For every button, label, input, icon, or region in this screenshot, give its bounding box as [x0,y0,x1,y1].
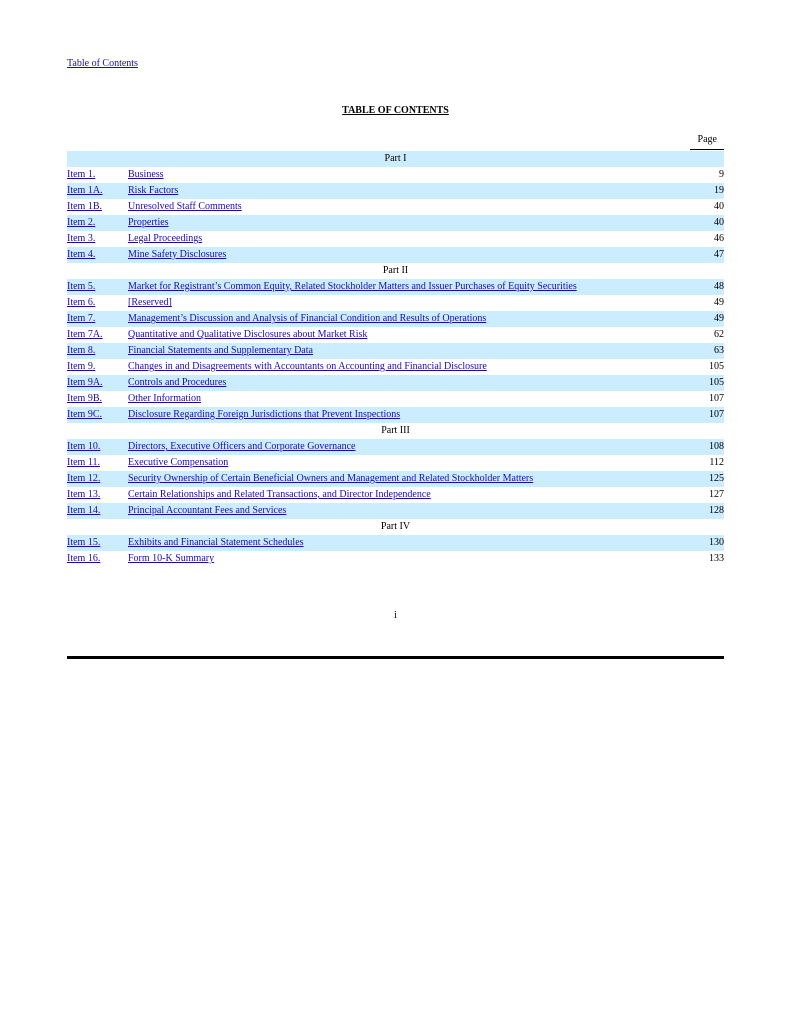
item-title-link[interactable]: Management’s Discussion and Analysis of Financial Condition and Results of Operations [128,313,487,324]
item-number-link[interactable]: Item 9A. [67,377,103,388]
item-number-link[interactable]: Item 9C. [67,409,102,420]
item-page-number: 107 [709,409,724,420]
item-number-link[interactable]: Item 7A. [67,329,103,340]
item-number-link[interactable]: Item 16. [67,553,101,564]
item-page-number: 107 [709,393,724,404]
item-number-link[interactable]: Item 12. [67,473,101,484]
item-page-number: 105 [709,377,724,388]
item-number-link[interactable]: Item 9. [67,361,96,372]
item-title-link[interactable]: Form 10-K Summary [128,553,215,564]
item-page-number: 105 [709,361,724,372]
item-page-number: 128 [709,505,724,516]
part-heading: Part II [382,265,409,276]
item-title-link[interactable]: Exhibits and Financial Statement Schedules [128,537,304,548]
page-column-header [67,134,724,148]
toc-row [67,471,724,487]
item-title-link[interactable]: Directors, Executive Officers and Corporate Governance [128,441,356,452]
item-page-number: 108 [709,441,724,452]
item-page-number: 112 [709,457,724,468]
item-number-link[interactable]: Item 5. [67,281,96,292]
toc-row [67,327,724,343]
item-page-number: 62 [714,329,724,340]
item-page-number: 125 [709,473,724,484]
toc-row [67,551,724,567]
toc-row [67,487,724,503]
item-title-link[interactable]: Properties [128,217,169,228]
page-column-label: Page [697,134,717,145]
toc-row [67,439,724,455]
item-title-link[interactable]: Risk Factors [128,185,179,196]
item-page-number: 49 [714,297,724,308]
item-title-link[interactable]: Quantitative and Qualitative Disclosures about Market Risk [128,329,368,340]
item-number-link[interactable]: Item 14. [67,505,101,516]
item-number-link[interactable]: Item 13. [67,489,101,500]
item-page-number: 49 [714,313,724,324]
item-page-number: 19 [714,185,724,196]
item-number-link[interactable]: Item 7. [67,313,96,324]
item-page-number: 40 [714,201,724,212]
item-title-link[interactable]: Certain Relationships and Related Transactions, and Director Independence [128,489,431,500]
item-title-link[interactable]: Disclosure Regarding Foreign Jurisdictions that Prevent Inspections [128,409,401,420]
part-heading: Part IV [380,521,411,532]
item-page-number: 127 [709,489,724,500]
item-page-number: 9 [719,169,724,180]
toc-row [67,455,724,471]
item-number-link[interactable]: Item 3. [67,233,96,244]
toc-row [67,231,724,247]
page-title: TABLE OF CONTENTS [342,105,449,116]
toc-row [67,503,724,519]
item-number-link[interactable]: Item 8. [67,345,96,356]
toc-row [67,359,724,375]
item-title-link[interactable]: [Reserved] [128,297,172,308]
toc-row [67,343,724,359]
item-title-link[interactable]: Market for Registrant’s Common Equity, Related Stockholder Matters and Issuer Purchases of Equity Securities [128,281,577,292]
item-number-link[interactable]: Item 9B. [67,393,102,404]
toc-row [67,375,724,391]
item-title-link[interactable]: Changes in and Disagreements with Accountants on Accounting and Financial Disclosure [128,361,487,372]
item-number-link[interactable]: Item 1A. [67,185,103,196]
toc-rows [67,151,724,567]
toc-row [67,535,724,551]
item-page-number: 47 [714,249,724,260]
part-heading: Part I [67,151,724,167]
page-divider [67,656,724,659]
item-number-link[interactable]: Item 4. [67,249,96,260]
toc-table [67,134,724,567]
item-title-link[interactable]: Other Information [128,393,202,404]
item-number-link[interactable]: Item 1B. [67,201,102,212]
item-page-number: 133 [709,553,724,564]
toc-row [67,407,724,423]
toc-row [67,183,724,199]
item-page-number: 130 [709,537,724,548]
item-number-link[interactable]: Item 11. [67,457,100,468]
item-title-link[interactable]: Controls and Procedures [128,377,227,388]
item-number-link[interactable]: Item 2. [67,217,96,228]
item-title-link[interactable]: Security Ownership of Certain Beneficial Owners and Management and Related Stockholder Matters [128,473,534,484]
page-number: i [394,610,397,621]
item-number-link[interactable]: Item 6. [67,297,96,308]
item-page-number: 48 [714,281,724,292]
toc-row [67,311,724,327]
item-page-number: 63 [714,345,724,356]
toc-row [67,391,724,407]
toc-row [67,279,724,295]
item-number-link[interactable]: Item 15. [67,537,101,548]
toc-row [67,199,724,215]
toc-row [67,167,724,183]
item-number-link[interactable]: Item 1. [67,169,96,180]
item-page-number: 46 [714,233,724,244]
toc-row [67,295,724,311]
toc-row [67,247,724,263]
page-column-rule [690,149,724,150]
item-title-link[interactable]: Legal Proceedings [128,233,203,244]
item-title-link[interactable]: Business [128,169,164,180]
item-number-link[interactable]: Item 10. [67,441,101,452]
item-page-number: 40 [714,217,724,228]
item-title-link[interactable]: Executive Compensation [128,457,229,468]
part-heading: Part III [381,425,410,436]
item-title-link[interactable]: Financial Statements and Supplementary Data [128,345,313,356]
item-title-link[interactable]: Mine Safety Disclosures [128,249,227,260]
table-of-contents-link[interactable]: Table of Contents [67,58,138,69]
item-title-link[interactable]: Unresolved Staff Comments [128,201,242,212]
item-title-link[interactable]: Principal Accountant Fees and Services [128,505,287,516]
toc-row [67,215,724,231]
